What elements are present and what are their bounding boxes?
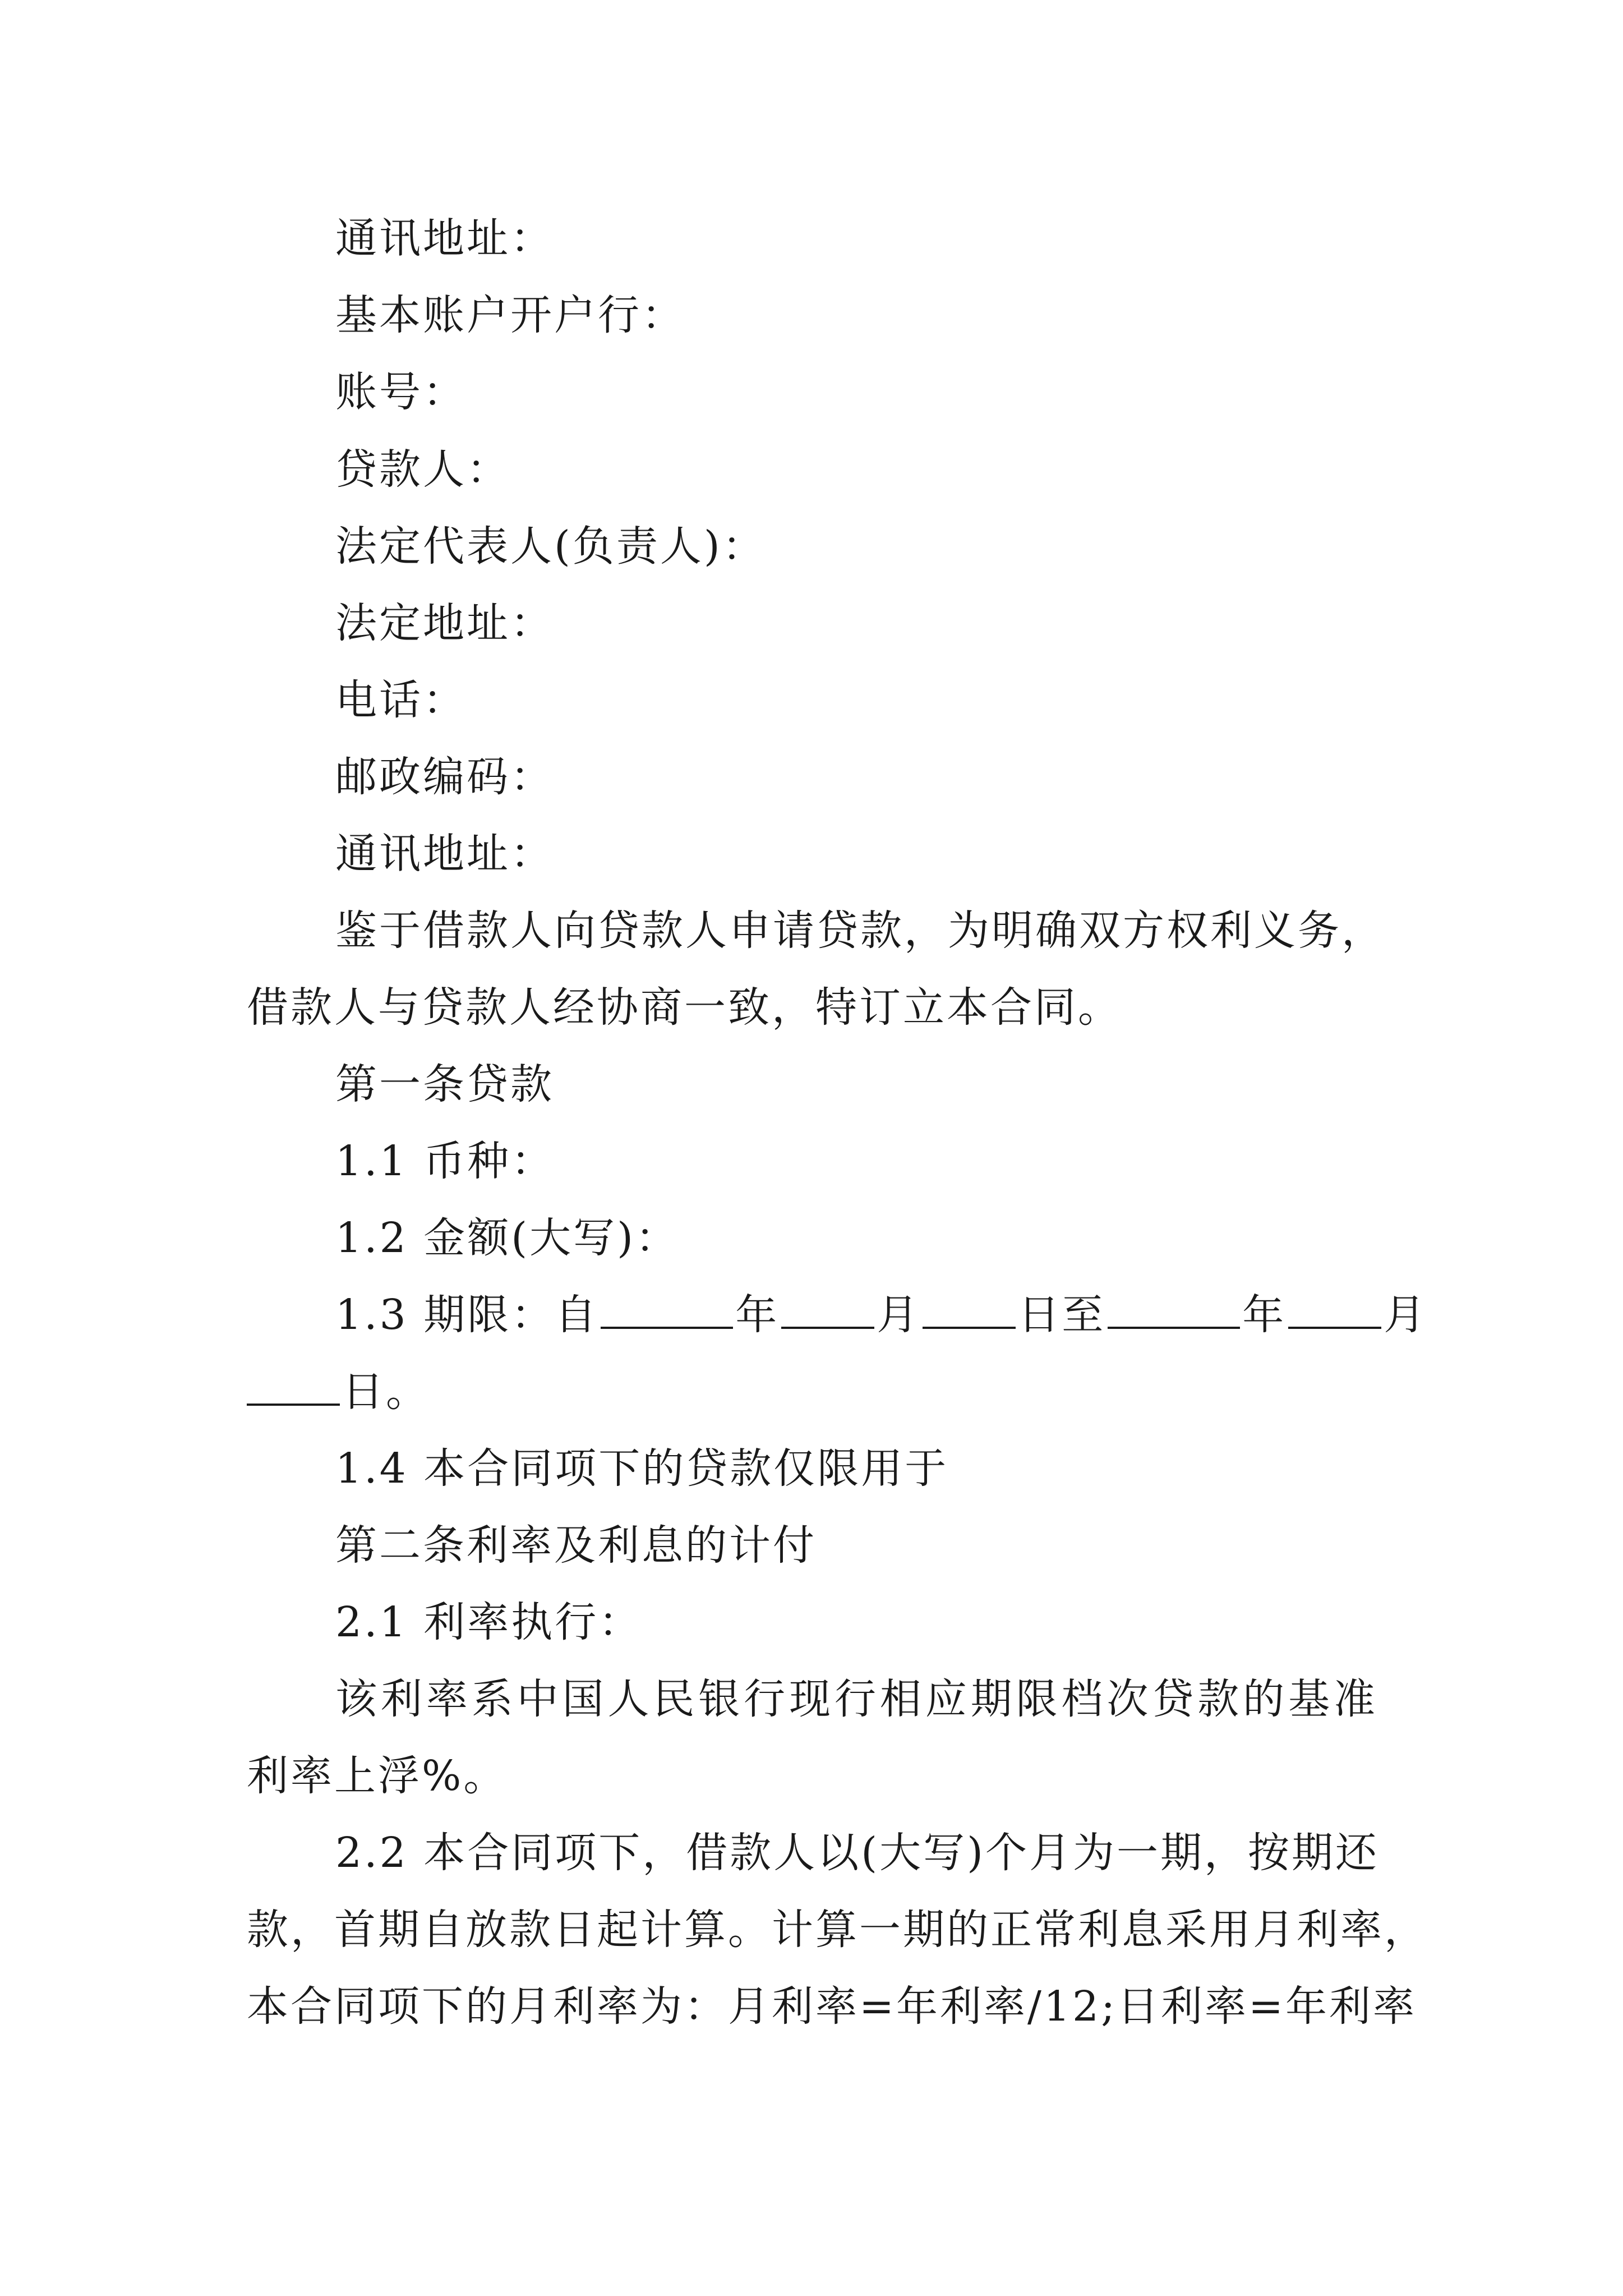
clause-2-2-line-3: 本合同项下的月利率为：月利率=年利率/12;日利率=年利率 (247, 1982, 1417, 2031)
field-contact-address-lender: 通讯地址： (335, 830, 554, 878)
blank-end-year (1108, 1326, 1240, 1329)
clause-1-3-term (335, 1287, 1427, 1343)
clause-2-2-line-1: 2.2 本合同项下，借款人以(大写)个月为一期，按期还 (335, 1829, 1379, 1877)
clause-1-1-currency: 1.1 币种： (335, 1137, 555, 1185)
field-legal-address: 法定地址： (335, 599, 554, 647)
article-1-heading: 第一条贷款 (335, 1060, 554, 1108)
clause-1-2-amount: 1.2 金额(大写)： (335, 1214, 679, 1262)
clause-2-1-text-line-1: 该利率系中国人民银行现行相应期限档次贷款的基准 (335, 1675, 1377, 1723)
blank-end-month (1288, 1326, 1381, 1329)
clause-1-3-term-end (247, 1364, 430, 1420)
clause-1-4-purpose: 1.4 本合同项下的贷款仅限用于 (335, 1444, 949, 1493)
blank-end-day (247, 1403, 340, 1406)
field-postal-code: 邮政编码： (335, 753, 554, 801)
term-year-label-2: 年 (1242, 1291, 1287, 1339)
preamble-line-2: 借款人与贷款人经协商一致，特订立本合同。 (247, 983, 1122, 1032)
term-month-label-1: 月 (877, 1291, 921, 1339)
field-lender: 贷款人： (335, 445, 510, 494)
clause-2-1-text-line-2: 利率上浮%。 (247, 1752, 508, 1800)
field-legal-representative: 法定代表人(负责人)： (335, 522, 766, 570)
term-day-label-2: 日。 (342, 1368, 430, 1416)
clause-2-1-rate: 2.1 利率执行： (335, 1598, 643, 1646)
term-year-label-1: 年 (735, 1291, 780, 1339)
term-month-label-2: 月 (1384, 1291, 1428, 1339)
term-day-to-label: 日至 (1018, 1291, 1106, 1339)
clause-2-2-line-2: 款，首期自放款日起计算。计算一期的正常利息采用月利率， (247, 1906, 1428, 1954)
blank-start-year (601, 1326, 733, 1329)
field-basic-account-bank: 基本账户开户行： (335, 291, 685, 339)
term-prefix: 1.3 期限：自 (335, 1291, 599, 1339)
field-contact-address-borrower: 通讯地址： (335, 214, 554, 263)
blank-start-day (923, 1326, 1016, 1329)
blank-start-month (781, 1326, 874, 1329)
article-2-heading: 第二条利率及利息的计付 (335, 1521, 817, 1570)
field-account-number: 账号： (335, 368, 467, 416)
preamble-line-1: 鉴于借款人向贷款人申请贷款，为明确双方权利义务， (335, 907, 1385, 955)
field-phone: 电话： (335, 676, 467, 724)
